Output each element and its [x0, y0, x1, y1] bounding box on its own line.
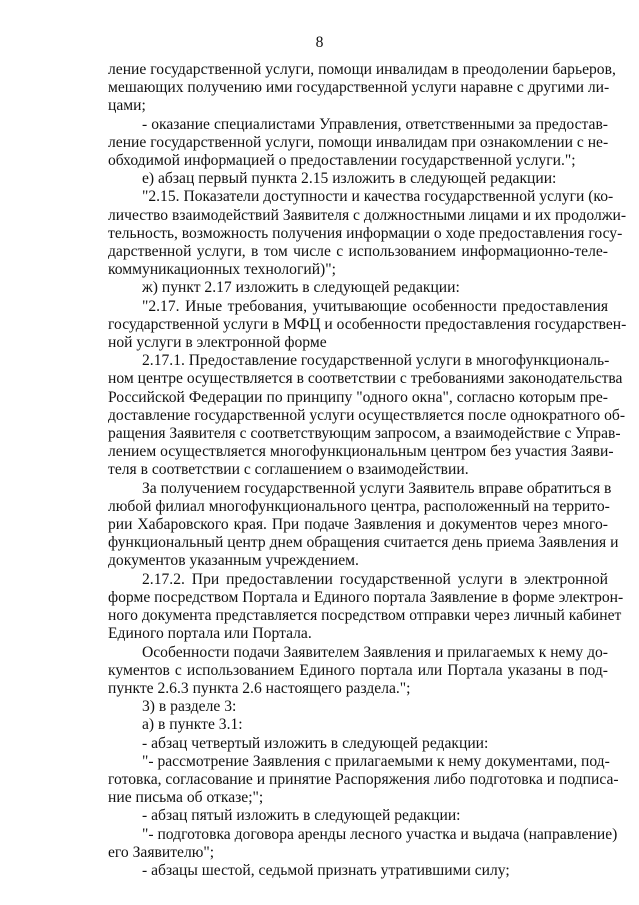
text-line: готовка, согласование и принятие Распоряжения либо подготовка и подписа- [108, 770, 619, 788]
text-line: "- подготовка договора аренды лесного участка и выдача (направление) [142, 825, 618, 843]
text-line: Особенности подачи Заявителем Заявления и прилагаемых к нему до- [142, 643, 608, 661]
text-line: государственной услуги в МФЦ и особенности предоставления государствен- [108, 315, 627, 333]
text-line: "- рассмотрение Заявления с прилагаемыми к нему документами, под- [142, 752, 610, 770]
text-line: 3) в разделе 3: [142, 698, 237, 716]
page-number: 8 [315, 34, 324, 51]
text-line: Единого портала или Портала. [108, 625, 312, 643]
text-line: 2.17.1. Предоставление государственной услуги в многофункциональ- [142, 352, 610, 370]
text-line: "2.15. Показатели доступности и качества государственной услуги (ко- [142, 188, 614, 206]
text-line: ж) пункт 2.17 изложить в следующей редакции: [142, 279, 460, 297]
text-line: кументов с использованием Единого портала или Портала указаны в под- [108, 661, 608, 679]
text-line: коммуникационных технологий)"; [108, 261, 336, 279]
text-line: теля в соответствии с соглашением о взаимодействии. [108, 461, 469, 479]
text-line: обходимой информацией о предоставлении государственной услуги."; [108, 152, 576, 170]
text-line: - оказание специалистами Управления, ответственными за предостав- [142, 115, 608, 133]
text-line: - абзац четвертый изложить в следующей редакции: [142, 734, 489, 752]
text-line: его Заявителю"; [108, 843, 215, 861]
text-line: лением осуществляется многофункциональным центром без участия Заяви- [108, 443, 614, 461]
text-line: - абзац пятый изложить в следующей редакции: [142, 807, 461, 825]
text-line: ние письма об отказе;"; [108, 789, 264, 807]
text-line: "2.17. Иные требования, учитывающие особенности предоставления [142, 297, 608, 315]
document-body [108, 61, 627, 880]
text-line: документов указанным учреждением. [108, 552, 359, 570]
text-line: доставление государственной услуги осуществляется после однократного об- [108, 406, 626, 424]
text-line: мешающих получению ими государственной услуги наравне с другими ли- [108, 79, 610, 97]
text-line: дарственной услуги, в том числе с использованием информационно-теле- [108, 243, 608, 261]
text-line: 2.17.2. При предоставлении государственной услуги в электронной [142, 570, 608, 588]
text-line: ной услуги в электронной форме [108, 334, 327, 352]
text-line: ление государственной услуги, помощи инвалидам в преодолении барьеров, [108, 61, 616, 78]
text-line: любой филиал многофункционального центра, расположенный на террито- [108, 497, 610, 515]
text-line: За получением государственной услуги Заявитель вправе обратиться в [142, 479, 612, 497]
text-line: а) в пункте 3.1: [142, 716, 243, 734]
text-line: ление государственной услуги, помощи инвалидам при ознакомлении с не- [108, 133, 609, 151]
text-line: ного документа представляется посредством отправки через личный кабинет [108, 607, 622, 625]
text-line: личество взаимодействий Заявителя с должностными лицами и их продолжи- [108, 206, 627, 224]
text-line: функциональный центр днем обращения считается день приема Заявления и [108, 534, 619, 552]
text-line: тельность, возможность получения информации о ходе предоставления госу- [108, 224, 623, 242]
text-line: е) абзац первый пункта 2.15 изложить в следующей редакции: [142, 170, 557, 188]
text-line: ном центре осуществляется в соответствии с требованиями законодательства [108, 370, 623, 388]
text-line: цами; [108, 97, 146, 115]
text-line: Российской Федерации по принципу "одного окна", согласно которым пре- [108, 388, 608, 406]
text-line: пункте 2.6.3 пункта 2.6 настоящего раздела."; [108, 679, 411, 697]
text-line: - абзацы шестой, седьмой признать утратившими силу; [142, 861, 510, 879]
text-line: форме посредством Портала и Единого портала Заявление в форме электрон- [108, 588, 624, 606]
text-line: ращения Заявителя с соответствующим запросом, а взаимодействие с Управ- [108, 425, 621, 443]
text-line: рии Хабаровского края. При подаче Заявления и документов через много- [108, 516, 608, 534]
